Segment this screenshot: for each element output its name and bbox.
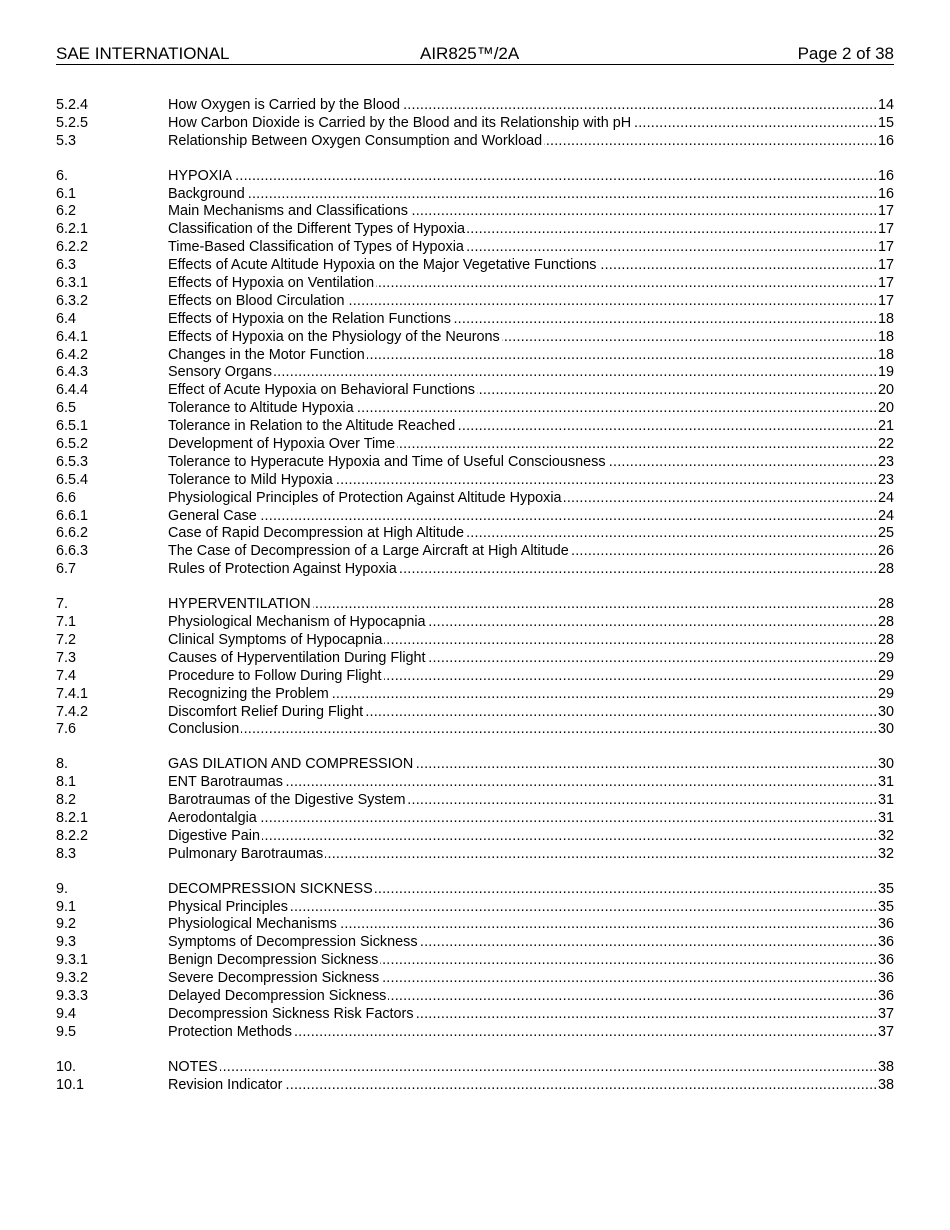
toc-entry[interactable]: [168, 525, 894, 543]
toc-entry[interactable]: [168, 490, 894, 508]
toc-number: 9.3.1: [56, 952, 89, 969]
toc-page-number: 28: [877, 596, 894, 613]
toc-row[interactable]: [56, 115, 894, 133]
toc-row[interactable]: [56, 418, 894, 436]
toc-row[interactable]: [56, 828, 894, 846]
toc-entry[interactable]: [168, 1006, 894, 1024]
toc-number: 10.1: [56, 1076, 85, 1093]
toc-page-number: 32: [877, 845, 894, 862]
toc-page-number: 25: [877, 525, 894, 542]
toc-title[interactable]: Effects of Hypoxia on the Physiology of the Neurons: [168, 328, 500, 345]
toc-row[interactable]: [56, 364, 894, 382]
toc-title[interactable]: How Carbon Dioxide is Carried by the Blood and its Relationship with pH: [168, 114, 632, 131]
toc-title[interactable]: Decompression Sickness Risk Factors: [168, 1005, 414, 1022]
toc-number: 9.5: [56, 1023, 77, 1040]
toc-row[interactable]: [56, 436, 894, 454]
toc-entry[interactable]: [168, 1024, 894, 1042]
header-org: SAE INTERNATIONAL: [56, 44, 230, 63]
toc-row[interactable]: [56, 97, 894, 115]
toc-entry[interactable]: [168, 1077, 894, 1095]
toc-page-number: 16: [877, 167, 894, 184]
toc-row[interactable]: [56, 792, 894, 810]
toc-page-number: 26: [877, 543, 894, 560]
toc-title[interactable]: Effects on Blood Circulation: [168, 292, 345, 309]
toc-title[interactable]: Case of Rapid Decompression at High Altitude: [168, 525, 464, 542]
toc-title[interactable]: Effects of Hypoxia on the Relation Functions: [168, 310, 451, 327]
toc-title[interactable]: Procedure to Follow During Flight: [168, 667, 382, 684]
toc-entry[interactable]: [168, 97, 894, 115]
toc-page-number: 17: [877, 221, 894, 238]
toc-title[interactable]: Changes in the Motor Function: [168, 346, 365, 363]
toc-page-number: 15: [877, 114, 894, 131]
toc-number: 5.2.5: [56, 114, 89, 131]
toc-row[interactable]: [56, 293, 894, 311]
toc-title[interactable]: Effects of Hypoxia on Ventilation: [168, 275, 375, 292]
toc-number: 6.: [56, 167, 69, 184]
toc-section: [56, 1059, 894, 1095]
toc-number: 6.5.4: [56, 471, 89, 488]
toc-section: [56, 756, 894, 863]
toc-title[interactable]: Aerodontalgia: [168, 809, 257, 826]
toc-row[interactable]: [56, 721, 894, 739]
toc-row[interactable]: [56, 490, 894, 508]
header-doc-id: AIR825™/2A: [420, 44, 520, 63]
toc-number: 6.2: [56, 203, 77, 220]
toc-title[interactable]: Classification of the Different Types of Hypoxia: [168, 221, 466, 238]
toc-page-number: 23: [877, 453, 894, 470]
toc-entry[interactable]: [168, 846, 894, 864]
toc-number: 6.6.1: [56, 507, 89, 524]
toc-title[interactable]: Main Mechanisms and Classifications: [168, 203, 408, 220]
toc-title[interactable]: Conclusion: [168, 721, 240, 738]
toc-page-number: 32: [877, 827, 894, 844]
toc-entry[interactable]: [168, 650, 894, 668]
toc-row[interactable]: [56, 810, 894, 828]
toc-section: [56, 168, 894, 579]
toc-title[interactable]: Tolerance to Mild Hypoxia: [168, 471, 333, 488]
toc-title[interactable]: Tolerance in Relation to the Altitude Reached: [168, 418, 456, 435]
toc-number: 7.6: [56, 721, 77, 738]
toc-title[interactable]: DECOMPRESSION SICKNESS: [168, 880, 373, 897]
toc-entry[interactable]: [168, 721, 894, 739]
toc-title[interactable]: GAS DILATION AND COMPRESSION: [168, 756, 414, 773]
toc-page-number: 20: [877, 400, 894, 417]
toc-entry[interactable]: [168, 329, 894, 347]
toc-page-number: 35: [877, 898, 894, 915]
toc-row[interactable]: [56, 508, 894, 526]
toc-page-number: 28: [877, 561, 894, 578]
toc-number: 9.3.2: [56, 970, 89, 987]
toc-title[interactable]: Pulmonary Barotraumas: [168, 845, 324, 862]
toc-entry[interactable]: [168, 881, 894, 899]
toc-title[interactable]: Clinical Symptoms of Hypocapnia: [168, 631, 383, 648]
toc-page-number: 29: [877, 667, 894, 684]
toc-title[interactable]: Revision Indicator: [168, 1076, 283, 1093]
toc-number: 9.2: [56, 916, 77, 933]
toc-row[interactable]: [56, 846, 894, 864]
toc-number: 5.2.4: [56, 97, 89, 113]
toc-entry[interactable]: [168, 543, 894, 561]
toc-entry[interactable]: [168, 382, 894, 400]
toc-page-number: 36: [877, 952, 894, 969]
toc-entry[interactable]: [168, 293, 894, 311]
toc-title[interactable]: Protection Methods: [168, 1023, 292, 1040]
toc-number: 8.2.2: [56, 827, 89, 844]
toc-number: 7.4.2: [56, 703, 89, 720]
toc-row[interactable]: [56, 934, 894, 952]
toc-section: [56, 97, 894, 151]
toc-title[interactable]: ENT Barotraumas: [168, 774, 283, 791]
toc-entry[interactable]: [168, 934, 894, 952]
toc-entry[interactable]: [168, 257, 894, 275]
toc-entry[interactable]: [168, 988, 894, 1006]
toc-number: 8.2.1: [56, 809, 89, 826]
toc-row[interactable]: [56, 329, 894, 347]
toc-row[interactable]: [56, 257, 894, 275]
toc-entry[interactable]: [168, 364, 894, 382]
toc-page-number: 36: [877, 934, 894, 951]
toc-page-number: 17: [877, 239, 894, 256]
toc-number: 8.2: [56, 792, 77, 809]
toc-title[interactable]: Recognizing the Problem: [168, 685, 329, 702]
toc-title[interactable]: Effects of Acute Altitude Hypoxia on the Major Vegetative Functions: [168, 257, 597, 274]
toc-number: 6.7: [56, 561, 77, 578]
toc-row[interactable]: [56, 1006, 894, 1024]
toc-row[interactable]: [56, 543, 894, 561]
header-page-info: Page 2 of 38: [797, 44, 894, 63]
toc-entry[interactable]: [168, 133, 894, 151]
toc-title[interactable]: How Oxygen is Carried by the Blood: [168, 97, 400, 113]
toc-number: 7.1: [56, 614, 77, 631]
toc-entry[interactable]: [168, 668, 894, 686]
toc-entry[interactable]: [168, 1059, 894, 1077]
toc-page-number: 29: [877, 649, 894, 666]
toc-entry[interactable]: [168, 436, 894, 454]
toc-row[interactable]: [56, 1024, 894, 1042]
toc-title[interactable]: Time-Based Classification of Types of Hypoxia: [168, 239, 464, 256]
toc-row[interactable]: [56, 186, 894, 204]
toc-title[interactable]: Development of Hypoxia Over Time: [168, 436, 396, 453]
toc-page-number: 37: [877, 1023, 894, 1040]
toc-page-number: 31: [877, 792, 894, 809]
toc-entry[interactable]: [168, 704, 894, 722]
toc-number: 9.: [56, 880, 69, 897]
toc-entry[interactable]: [168, 418, 894, 436]
toc-page-number: 17: [877, 257, 894, 274]
toc-entry[interactable]: [168, 311, 894, 329]
toc-row[interactable]: [56, 704, 894, 722]
toc-number: 6.3: [56, 257, 77, 274]
toc-page-number: 23: [877, 471, 894, 488]
toc-page-number: 38: [877, 1058, 894, 1075]
toc-entry[interactable]: [168, 400, 894, 418]
toc-number: 6.2.1: [56, 221, 89, 238]
toc-entry[interactable]: [168, 952, 894, 970]
page-header: [56, 44, 894, 65]
toc-entry[interactable]: [168, 347, 894, 365]
toc-page-number: 18: [877, 328, 894, 345]
toc-page-number: 22: [877, 436, 894, 453]
toc-row[interactable]: [56, 650, 894, 668]
toc-title[interactable]: Tolerance to Hyperacute Hypoxia and Time of Useful Consciousness: [168, 453, 606, 470]
toc-number: 6.4.3: [56, 364, 89, 381]
toc-row[interactable]: [56, 668, 894, 686]
toc-number: 6.5.2: [56, 436, 89, 453]
toc-page-number: 17: [877, 292, 894, 309]
toc-row[interactable]: [56, 614, 894, 632]
toc-section: [56, 596, 894, 739]
toc-number: 9.1: [56, 898, 77, 915]
toc-entry[interactable]: [168, 916, 894, 934]
toc-title[interactable]: Causes of Hyperventilation During Flight: [168, 649, 426, 666]
toc-row[interactable]: [56, 774, 894, 792]
toc-title[interactable]: Rules of Protection Against Hypoxia: [168, 561, 397, 578]
toc-title[interactable]: Background: [168, 185, 245, 202]
table-of-contents: [56, 97, 894, 1111]
toc-number: 6.6.3: [56, 543, 89, 560]
toc-row[interactable]: [56, 756, 894, 774]
toc-title[interactable]: Severe Decompression Sickness: [168, 970, 380, 987]
toc-title[interactable]: Physiological Mechanisms: [168, 916, 337, 933]
toc-entry[interactable]: [168, 186, 894, 204]
toc-entry[interactable]: [168, 810, 894, 828]
toc-number: 6.4.2: [56, 346, 89, 363]
toc-number: 5.3: [56, 132, 77, 149]
toc-page-number: 28: [877, 631, 894, 648]
toc-page-number: 38: [877, 1076, 894, 1093]
toc-entry[interactable]: [168, 756, 894, 774]
toc-page-number: 14: [877, 97, 894, 113]
toc-number: 7.4.1: [56, 685, 89, 702]
toc-title[interactable]: Effect of Acute Hypoxia on Behavioral Functions: [168, 382, 475, 399]
toc-number: 6.1: [56, 185, 77, 202]
toc-row[interactable]: [56, 472, 894, 490]
toc-entry[interactable]: [168, 203, 894, 221]
toc-row[interactable]: [56, 1059, 894, 1077]
toc-entry[interactable]: [168, 168, 894, 186]
toc-entry[interactable]: [168, 115, 894, 133]
toc-row[interactable]: [56, 133, 894, 151]
toc-page-number: 36: [877, 987, 894, 1004]
toc-row[interactable]: [56, 168, 894, 186]
toc-row[interactable]: [56, 970, 894, 988]
toc-entry[interactable]: [168, 686, 894, 704]
toc-row[interactable]: [56, 275, 894, 293]
toc-entry[interactable]: [168, 828, 894, 846]
toc-title[interactable]: Benign Decompression Sickness: [168, 952, 379, 969]
toc-entry[interactable]: [168, 275, 894, 293]
toc-title[interactable]: Sensory Organs: [168, 364, 272, 381]
toc-page-number: 16: [877, 132, 894, 149]
toc-entry[interactable]: [168, 774, 894, 792]
toc-row[interactable]: [56, 632, 894, 650]
toc-title[interactable]: Symptoms of Decompression Sickness: [168, 934, 418, 951]
toc-row[interactable]: [56, 382, 894, 400]
toc-number: 6.3.1: [56, 275, 89, 292]
toc-title[interactable]: Tolerance to Altitude Hypoxia: [168, 400, 354, 417]
toc-number: 6.4.1: [56, 328, 89, 345]
toc-title[interactable]: HYPERVENTILATION: [168, 596, 311, 613]
toc-entry[interactable]: [168, 472, 894, 490]
toc-page-number: 24: [877, 489, 894, 506]
toc-page-number: 21: [877, 418, 894, 435]
toc-number: 8.1: [56, 774, 77, 791]
toc-number: 7.2: [56, 631, 77, 648]
toc-number: 7.3: [56, 649, 77, 666]
toc-row[interactable]: [56, 561, 894, 579]
toc-page-number: 36: [877, 970, 894, 987]
toc-page-number: 17: [877, 203, 894, 220]
toc-title[interactable]: HYPOXIA: [168, 167, 232, 184]
toc-number: 6.2.2: [56, 239, 89, 256]
toc-entry[interactable]: [168, 970, 894, 988]
toc-title[interactable]: NOTES: [168, 1058, 218, 1075]
toc-page-number: 31: [877, 774, 894, 791]
toc-row[interactable]: [56, 916, 894, 934]
toc-row[interactable]: [56, 686, 894, 704]
toc-row[interactable]: [56, 596, 894, 614]
toc-entry[interactable]: [168, 561, 894, 579]
toc-number: 9.4: [56, 1005, 77, 1022]
toc-number: 10.: [56, 1058, 77, 1075]
toc-title[interactable]: Barotraumas of the Digestive System: [168, 792, 406, 809]
toc-number: 6.6: [56, 489, 77, 506]
toc-page-number: 18: [877, 310, 894, 327]
toc-title[interactable]: Physiological Mechanism of Hypocapnia: [168, 614, 426, 631]
toc-section: [56, 881, 894, 1042]
toc-number: 6.3.2: [56, 292, 89, 309]
toc-row[interactable]: [56, 239, 894, 257]
toc-page-number: 36: [877, 916, 894, 933]
toc-entry[interactable]: [168, 239, 894, 257]
toc-entry[interactable]: [168, 508, 894, 526]
toc-page-number: 35: [877, 880, 894, 897]
toc-title[interactable]: Relationship Between Oxygen Consumption and Workload: [168, 132, 543, 149]
toc-entry[interactable]: [168, 454, 894, 472]
toc-page-number: 31: [877, 809, 894, 826]
toc-row[interactable]: [56, 1077, 894, 1095]
toc-title[interactable]: General Case: [168, 507, 257, 524]
toc-row[interactable]: [56, 525, 894, 543]
toc-row[interactable]: [56, 347, 894, 365]
toc-number: 6.5.1: [56, 418, 89, 435]
toc-number: 6.4: [56, 310, 77, 327]
toc-page-number: 28: [877, 614, 894, 631]
toc-number: 7.4: [56, 667, 77, 684]
toc-entry[interactable]: [168, 596, 894, 614]
toc-page-number: 37: [877, 1005, 894, 1022]
toc-page-number: 30: [877, 721, 894, 738]
toc-entry[interactable]: [168, 221, 894, 239]
toc-title[interactable]: Discomfort Relief During Flight: [168, 703, 364, 720]
toc-page-number: 20: [877, 382, 894, 399]
toc-number: 6.5: [56, 400, 77, 417]
toc-page-number: 24: [877, 507, 894, 524]
toc-row[interactable]: [56, 881, 894, 899]
toc-entry[interactable]: [168, 792, 894, 810]
toc-entry[interactable]: [168, 899, 894, 917]
toc-entry[interactable]: [168, 614, 894, 632]
toc-number: 8.3: [56, 845, 77, 862]
toc-row[interactable]: [56, 952, 894, 970]
toc-page-number: 29: [877, 685, 894, 702]
toc-entry[interactable]: [168, 632, 894, 650]
toc-row[interactable]: [56, 203, 894, 221]
toc-number: 9.3.3: [56, 987, 89, 1004]
toc-page-number: 30: [877, 756, 894, 773]
toc-row[interactable]: [56, 988, 894, 1006]
toc-page-number: 19: [877, 364, 894, 381]
toc-title[interactable]: Digestive Pain: [168, 827, 260, 844]
toc-number: 6.4.4: [56, 382, 89, 399]
toc-number: 7.: [56, 596, 69, 613]
toc-number: 6.5.3: [56, 453, 89, 470]
toc-page-number: 17: [877, 275, 894, 292]
toc-page-number: 18: [877, 346, 894, 363]
toc-row[interactable]: [56, 400, 894, 418]
toc-row[interactable]: [56, 221, 894, 239]
toc-row[interactable]: [56, 454, 894, 472]
toc-row[interactable]: [56, 899, 894, 917]
toc-page-number: 30: [877, 703, 894, 720]
toc-row[interactable]: [56, 311, 894, 329]
toc-title[interactable]: Physiological Principles of Protection Against Altitude Hypoxia: [168, 489, 562, 506]
toc-number: 6.6.2: [56, 525, 89, 542]
toc-title[interactable]: Physical Principles: [168, 898, 288, 915]
toc-number: 9.3: [56, 934, 77, 951]
toc-page-number: 16: [877, 185, 894, 202]
toc-title[interactable]: Delayed Decompression Sickness: [168, 987, 387, 1004]
toc-number: 8.: [56, 756, 69, 773]
toc-title[interactable]: The Case of Decompression of a Large Aircraft at High Altitude: [168, 543, 569, 560]
